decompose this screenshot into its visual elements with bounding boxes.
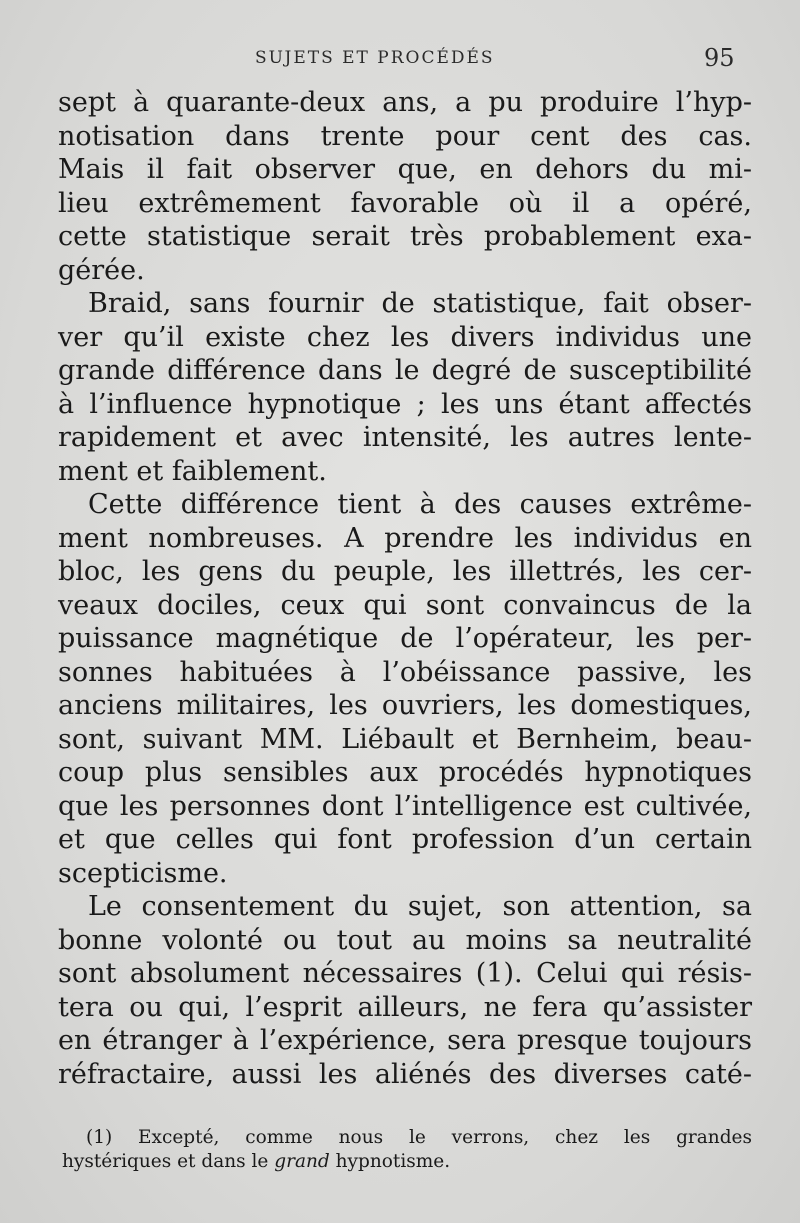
text-line: rapidement et avec intensité, les autres lente-	[58, 422, 752, 453]
text-line: sont absolument nécessaires (1). Celui qui résis-	[58, 958, 752, 989]
text-line: gérée.	[58, 254, 145, 286]
text-line: Cette différence tient à des causes extrême-	[88, 489, 752, 520]
text-line: ment nombreuses. A prendre les individus en	[58, 522, 752, 554]
text-line: en étranger à l’expérience, sera presque toujours	[58, 1025, 752, 1056]
text-line: réfractaire, aussi les aliénés des diverses caté-	[58, 1058, 752, 1090]
text-line: et que celles qui font profession d’un certain	[58, 824, 752, 855]
text-line: lieu extrêmement favorable où il a opéré,	[58, 187, 752, 219]
text-line: sept à quarante-deux ans, a pu produire l’hyp-	[58, 87, 752, 118]
text-line: Braid, sans fournir de statistique, fait obser-	[88, 288, 752, 319]
text-line: grande différence dans le degré de susceptibilité	[58, 355, 752, 386]
text-line: coup plus sensibles aux procédés hypnotiques	[58, 757, 752, 788]
footnote	[62, 1126, 752, 1174]
footnote-italic-text: grand	[274, 1151, 330, 1172]
text-line: puissance magnétique de l’opérateur, les per-	[58, 623, 752, 654]
footnote-line	[62, 1150, 752, 1174]
footnote-line: (1) Excepté, comme nous le verrons, chez les grandes	[86, 1127, 752, 1148]
text-line: ver qu’il existe chez les divers individus une	[58, 321, 752, 353]
body-text	[58, 86, 752, 1091]
text-line: sonnes habituées à l’obéissance passive, les	[58, 656, 752, 688]
text-line: bloc, les gens du peuple, les illettrés, les cer-	[58, 556, 752, 587]
text-line: tera ou qui, l’esprit ailleurs, ne fera qu’assister	[58, 991, 752, 1023]
footnote-text: hystériques et dans le	[62, 1151, 269, 1172]
text-line: scepticisme.	[58, 857, 228, 889]
text-line: que les personnes dont l’intelligence est cultivée,	[58, 790, 752, 822]
running-title: SUJETS ET PROCÉDÉS	[255, 48, 495, 68]
text-line: Le consentement du sujet, son attention, sa	[88, 891, 752, 922]
text-line: cette statistique serait très probablement exa-	[58, 221, 752, 252]
page-number: 95	[704, 44, 735, 72]
text-line: veaux dociles, ceux qui sont convaincus de la	[58, 589, 752, 621]
text-line: ment et faiblement.	[58, 455, 327, 487]
text-line: notisation dans trente pour cent des cas.	[58, 120, 752, 152]
text-line: bonne volonté ou tout au moins sa neutralité	[58, 924, 752, 956]
footnote-text: hypnotisme.	[335, 1151, 451, 1172]
text-line: à l’influence hypnotique ; les uns étant affectés	[58, 388, 752, 420]
page-header	[0, 44, 800, 74]
text-line: anciens militaires, les ouvriers, les domestiques,	[58, 690, 752, 721]
text-line: Mais il fait observer que, en dehors du mi-	[58, 154, 752, 185]
text-line: sont, suivant MM. Liébault et Bernheim, beau-	[58, 723, 752, 755]
